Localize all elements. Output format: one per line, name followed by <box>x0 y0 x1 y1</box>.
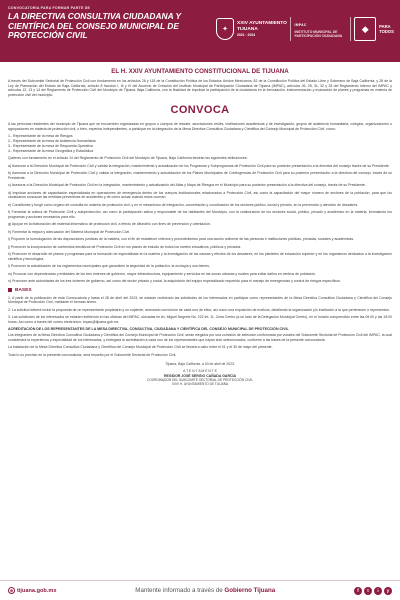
globe-icon: ⊕ <box>9 588 14 593</box>
role-item: 1.- Representante de la mesa de Riesgos <box>8 134 73 138</box>
signer-role: COORDINADOR DEL SUBCOMITÉ SECTORIAL DE PROTECCIÓN CIVIL <box>146 378 254 383</box>
functions-intro: Quienes con fundamento en el artículo 14 del Reglamento de Protección Civil del Municipio de Tijuana, Baja California tendrán las siguientes atribuciones: <box>8 156 248 161</box>
function-item: b) Asesorar a la Dirección Municipal de Protección Civil y validar la integración, mantenimiento y actualización de los Planes Municipales de Contingencias de Protección Civil para su posterior presentación a la directiva del consejo, través de su Presidente. <box>8 171 392 180</box>
function-item: k) Promover el desarrollo de planes y programas para la formación de especialistas en la materia y la investigación de las causas y efectos de los desastres, en los planteles de educación superior y en los organismos dedicados a la investigación científica y tecnológica. <box>8 252 392 261</box>
logo-line2: TIJUANA <box>237 26 258 32</box>
gov-emblem-icon: ◆ <box>354 17 376 41</box>
function-item: l) Promover la actualización de los reglamentos municipales que garanticen la seguridad de la población, la ecología y sus bienes. <box>8 264 210 269</box>
acreditacion-paragraph: Todo lo no previsto en la presente convocatoria, será resuelto por el Subcomité Sectorial de Protección Civil. <box>8 352 177 357</box>
bases-heading <box>8 288 392 293</box>
header-logos <box>216 8 394 50</box>
message-prefix: Mantente informado a través de <box>135 587 223 594</box>
acreditacion-heading: ACREDITACIÓN DE LOS REPRESENTANTES DE LA MESA DIRECTIVA, CONSULTIVA, CIUDADANA Y CIENTÍFICA DEL CONSEJO MUNICIPAL DE PROTECCIÓN CIVIL <box>8 327 289 332</box>
convoca-paragraph: A las personas residentes del municipio de Tijuana que se encuentren organizadas en grupos o cuerpos de rescate, asociaciones civiles, instituciones académicas y de investigación, grupos de asistencia humanitaria, colegios, organizaciones o agrupaciones en materia de protección civil, o bien, expertos independientes, a participar en la integración de la Mesa Directiva Consultiva Ciudadana y Científica del Consejo Municipal de Protección Civil, como: <box>8 122 392 131</box>
base-item: 1. A partir de la publicación de esta Convocatoria y hasta el 28 de abril del 2023, se estarán recibiendo las solicitudes de los interesados en participar como representantes de la Mesa Directiva Consultiva Ciudadana y Científica del Consejo Municipal de Protección Civil, mediante el formato anexo. <box>8 295 392 305</box>
gov-line2: TODOS <box>379 29 394 34</box>
function-item: e) Constituirse y fungir como órgano de consulta en materia de protección civil, y en el mecanismo de integración, concertación y coordinación de los sectores público, social y privado, en la prevención y atención de desastres. <box>8 202 359 207</box>
impac-logo <box>295 20 347 38</box>
convocatoria-title-block <box>8 6 214 41</box>
acreditacion-paragraph: Los integrantes de la Mesa Directiva Consultiva Ciudadana y Científica del Consejo Municipal de Protección Civil, serán elegidos por una comisión de selección conformada por vocales del Subcomité Sectorial de Protección Civil del IMPAC, la cual considerará la experiencia y especialidad de los interesados, y entregará la acreditación a cada uno de los representantes que hayan sido seleccionados, conforme a las bases de la presente convocatoria. <box>8 333 392 342</box>
header-banner <box>0 0 400 62</box>
social-links <box>354 587 392 595</box>
impac-name: IMPAC <box>294 23 307 27</box>
convoca-heading: CONVOCA <box>170 104 230 116</box>
signer-institution: XXIV H. AYUNTAMIENTO DE TIJUANA <box>171 382 229 387</box>
header-title: LA DIRECTIVA CONSULTIVA CIUDADANA Y CIENTÍFICA DEL CONSEJO MUNICIPAL DE PROTECCIÓN CIVIL <box>8 11 181 41</box>
header-eyebrow: CONVOCATORIA PARA FORMAR PARTE DE <box>8 6 91 10</box>
logo-line3: 2021 · 2024 <box>237 32 256 37</box>
role-item: 4.- Representante de la mesa Geográfica y Estadística <box>8 149 94 154</box>
roles-list <box>8 134 392 154</box>
message-brand: Gobierno Tijuana <box>224 587 276 594</box>
impac-subtitle: INSTITUTO MUNICIPAL DE PARTICIPACIÓN CIUDADANA <box>294 30 343 38</box>
function-item: m) Procurar con dependencias y entidades de los tres órdenes de gobierno, mayor infraestructura, equipamiento y servicios en las zonas urbanas y rurales para evitar daños en centros de población. <box>8 271 316 276</box>
functions-list <box>8 164 392 284</box>
logo-divider <box>350 17 351 41</box>
logo-divider <box>290 17 291 41</box>
acreditacion-paragraph: La instalación de la Mesa Directiva Consultiva Ciudadana y Científica del Consejo Municipal de Protección Civil se llevará a cabo entre el 01 y el 30 de mayo del presente. <box>8 345 273 350</box>
gobierno-logo <box>354 17 394 41</box>
footer-message <box>135 587 275 594</box>
place-date: Tijuana, Baja California, a 03 de abril de 2023. <box>165 362 235 367</box>
document-body <box>8 68 392 386</box>
function-item: n) Promover ante autoridades de los tres órdenes de gobierno, así como del sector privado y social, la adquisición del equipo especializado requerido para el manejo de emergencias y control de riesgos específicos. <box>8 279 341 284</box>
footer <box>0 580 400 600</box>
seal-icon: ✦ <box>216 18 234 40</box>
website-text: tijuana.gob.mx <box>17 587 57 594</box>
bases-title: BASES <box>15 287 32 293</box>
role-item: 3.- Representante de la mesa de Respuesta Operativa <box>8 144 93 149</box>
function-item: a) Asesorar a la Dirección Municipal de Protección Civil y validar la integración, mantenimiento y actualización de los Programas y Subprogramas de Protección Civil para su posterior presentación a la directiva del consejo través de su Presidente. <box>8 163 390 168</box>
intro-paragraph: A través del Subcomité Sectorial de Protección Civil con fundamento en los artículos 26 y 115 de la Constitución Política de los Estados Unidos Mexicanos; 82 de la Constitución Política del Estado Libre y Soberano de Baja California, y 28 de la Ley de Planeación del Estado de Baja California, artículo 8 fracción I, III y IV del Acuerdo de Creación del Instituto Municipal de Participación Ciudadana de Tijuana (IMPAC), artículos 26, 28, 31, 32 y 33 del Reglamento Interno del IMPAC y artículos 12, 13 y 14 del Reglamento de Protección Civil del Municipio de Tijuana, Baja California, con la finalidad de impulsar la participación de la ciudadanía en la formulación, instrumentación y evaluación de planes y programas en materia de protección civil del municipio. <box>8 79 392 97</box>
function-item: j) Promover la incorporación de contenidos temáticos de Protección Civil en los planes de estudio de todos los niveles educativos, públicos y privados. <box>8 244 242 249</box>
facebook-icon[interactable]: f <box>354 587 362 595</box>
function-item: d) Impulsar acciones de capacitación especializada en operaciones de emergencia dentro de los cuerpos institucionales relacionados a Protección Civil, así como la capacitación del mayor número de sectores de la población, para que los ciudadanos conozcan las medidas preventivas de accidentes y de cómo actuar cuando estos ocurran. <box>8 190 392 200</box>
signer-name: REGIDOR JOSÉ SERGIO CAÑADA GARCÍA <box>163 374 237 379</box>
gov-line1: PARA <box>379 24 391 29</box>
youtube-icon[interactable]: y <box>384 587 392 595</box>
twitter-icon[interactable]: t <box>364 587 372 595</box>
bases-list <box>8 296 392 325</box>
instagram-icon[interactable]: i <box>374 587 382 595</box>
signature-block <box>8 362 392 386</box>
function-item: c) Asesorar a la Dirección Municipal de Protección Civil en la integración, mantenimiento y actualización del Atlas y Mapa de Riesgos en el Municipio para su posterior presentación a la directiva del consejo, través de su Presidente. <box>8 183 366 188</box>
function-item: g) Apoyar en la elaboración del material informativo de protección civil, a efecto de difundirlo con fines de prevención y orientación. <box>8 222 211 227</box>
ayuntamiento-heading: EL H. XXIV AYUNTAMIENTO CONSTITUCIONAL DE TIJUANA <box>111 68 289 75</box>
base-item: 2. La solicitud deberá incluir la propuesta de un representante propietario y un suplente, anexando currículum de cada uno de ellos, así como una exposición de motivos, detallando la organización y/o institución a la que pertenecen o representan. <box>8 307 390 312</box>
function-item: f) Fomentar la cultura de Protección Civil y autoprotección, así como la participación activa y responsable de los habitantes del Municipio, con la colaboración de los sectores social, público, privado y académico en la materia, formulando los programas y acciones necesarios para ello. <box>8 210 392 219</box>
atentamente: A T E N T A M E N T E <box>183 369 217 374</box>
role-item: 2.- Representante de la mesa de Asistencia Humanitaria <box>8 139 96 144</box>
footer-website[interactable] <box>8 587 56 594</box>
base-item: 3. Las solicitudes de los interesados se estarán recibiendo en las oficinas del IMPAC, ubicadas en Av. Miguel Negrete No. 222 int. 11, Zona Centro (a un lado de la Delegación Municipal Centro), en el horario comprendido entre las 09:00 y las 15:00 horas. Así como a través del correo electrónico: impac@tijuana.gob.mx <box>8 315 392 324</box>
function-item: h) Fomentar la mejora y adecuación del Sistema Municipal de Protección Civil. <box>8 229 130 234</box>
logo-line1: XXIV AYUNTAMIENTO <box>237 20 287 26</box>
square-bullet-icon <box>8 288 12 292</box>
ayuntamiento-logo <box>216 18 287 40</box>
function-item: i) Proponer la homologación de las disposiciones jurídicas de la materia, con el fin de establecer criterios y procedimientos para una acción uniforme de las personas e instituciones públicas, privadas, sociales y académicas. <box>8 237 355 242</box>
